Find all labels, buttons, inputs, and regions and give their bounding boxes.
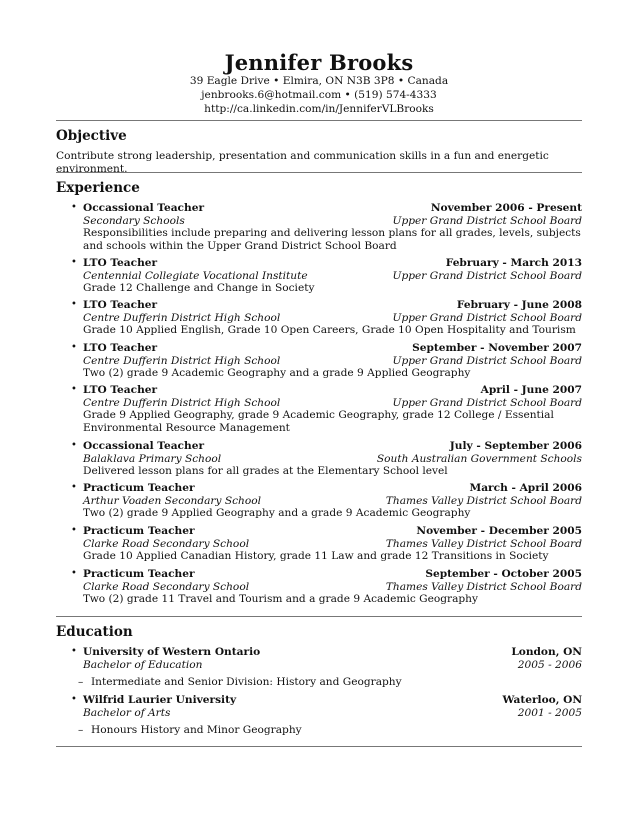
experience-item bbox=[71, 299, 582, 337]
education-detail bbox=[78, 724, 302, 737]
experience-heading: Experience bbox=[56, 180, 140, 196]
job-description: Delivered lesson plans for all grades at the Elementary School level bbox=[83, 465, 448, 477]
job-dates: April - June 2007 bbox=[480, 384, 582, 396]
job-dates: March - April 2006 bbox=[469, 482, 582, 494]
job-dates: November 2006 - Present bbox=[430, 202, 582, 214]
job-board: Thames Valley District School Board bbox=[385, 537, 582, 550]
school-location: London, ON bbox=[511, 646, 582, 658]
job-organization: Clarke Road Secondary School bbox=[83, 580, 250, 593]
bullet-icon: • bbox=[71, 440, 77, 451]
job-organization: Secondary Schools bbox=[83, 214, 185, 227]
bullet-icon: • bbox=[71, 299, 77, 310]
job-description: Grade 10 Applied English, Grade 10 Open Careers, Grade 10 Open Hospitality and Tourism bbox=[83, 324, 576, 336]
job-organization: Arthur Voaden Secondary School bbox=[83, 494, 261, 507]
degree-name: Bachelor of Arts bbox=[83, 706, 171, 719]
job-role: LTO Teacher bbox=[83, 257, 158, 269]
experience-item bbox=[71, 482, 582, 520]
experience-item bbox=[71, 342, 582, 380]
candidate-name: Jennifer Brooks bbox=[224, 50, 414, 75]
job-organization: Centre Dufferin District High School bbox=[83, 311, 281, 324]
resume-header bbox=[0, 51, 638, 116]
experience-item bbox=[71, 384, 582, 434]
bullet-icon: • bbox=[71, 202, 77, 213]
job-role: Practicum Teacher bbox=[83, 525, 195, 537]
objective-text: Contribute strong leadership, presentation and communication skills in a fun and energetic environment. bbox=[56, 150, 549, 175]
job-dates: September - November 2007 bbox=[412, 342, 582, 354]
job-description: Responsibilities include preparing and delivering lesson plans for all grades, levels, subjects and schools within the Upper Grand District School Board bbox=[83, 227, 581, 252]
education-heading: Education bbox=[56, 624, 133, 640]
job-board: Upper Grand District School Board bbox=[392, 311, 582, 324]
job-board: Upper Grand District School Board bbox=[392, 396, 582, 409]
linkedin-link[interactable]: http://ca.linkedin.com/in/JenniferVLBrooks bbox=[204, 102, 434, 115]
bullet-icon: • bbox=[71, 646, 77, 657]
job-board: Upper Grand District School Board bbox=[392, 269, 582, 282]
address-line: 39 Eagle Drive • Elmira, ON N3B 3P8 • Canada bbox=[189, 75, 449, 87]
job-description: Two (2) grade 9 Academic Geography and a grade 9 Applied Geography bbox=[83, 367, 471, 379]
education-detail-text: Intermediate and Senior Division: History and Geography bbox=[91, 676, 402, 688]
job-role: LTO Teacher bbox=[83, 342, 158, 354]
job-organization: Clarke Road Secondary School bbox=[83, 537, 250, 550]
bullet-icon: • bbox=[71, 384, 77, 395]
job-board: Upper Grand District School Board bbox=[392, 214, 582, 227]
section-divider bbox=[56, 172, 582, 173]
job-role: LTO Teacher bbox=[83, 384, 158, 396]
job-dates: November - December 2005 bbox=[416, 525, 582, 537]
experience-item bbox=[71, 440, 582, 478]
job-board: Thames Valley District School Board bbox=[385, 580, 582, 593]
school-name: University of Western Ontario bbox=[83, 646, 261, 658]
job-role: Occassional Teacher bbox=[83, 440, 205, 452]
education-detail-text: Honours History and Minor Geography bbox=[91, 724, 302, 736]
section-divider bbox=[56, 746, 582, 747]
education-item bbox=[71, 646, 582, 671]
job-description: Grade 9 Applied Geography, grade 9 Academic Geography, grade 12 College / Essential Environmental Resource Management bbox=[83, 409, 554, 434]
job-organization: Centre Dufferin District High School bbox=[83, 396, 281, 409]
dash-icon: – bbox=[78, 724, 84, 736]
job-description: Grade 12 Challenge and Change in Society bbox=[83, 282, 315, 294]
objective-heading: Objective bbox=[56, 128, 127, 144]
job-board: Upper Grand District School Board bbox=[392, 354, 582, 367]
bullet-icon: • bbox=[71, 525, 77, 536]
dash-icon: – bbox=[78, 676, 84, 688]
experience-item bbox=[71, 568, 582, 606]
experience-item bbox=[71, 525, 582, 563]
experience-item bbox=[71, 202, 582, 252]
bullet-icon: • bbox=[71, 257, 77, 268]
contact-line: jenbrooks.6@hotmail.com • (519) 574-4333 bbox=[201, 88, 437, 101]
degree-years: 2005 - 2006 bbox=[517, 658, 582, 671]
degree-years: 2001 - 2005 bbox=[517, 706, 582, 719]
bullet-icon: • bbox=[71, 482, 77, 493]
job-organization: Centennial Collegiate Vocational Institute bbox=[83, 269, 308, 282]
job-role: Practicum Teacher bbox=[83, 568, 195, 580]
job-role: Practicum Teacher bbox=[83, 482, 195, 494]
job-board: Thames Valley District School Board bbox=[385, 494, 582, 507]
degree-name: Bachelor of Education bbox=[83, 658, 203, 671]
job-dates: February - June 2008 bbox=[456, 299, 582, 311]
job-organization: Centre Dufferin District High School bbox=[83, 354, 281, 367]
education-detail bbox=[78, 676, 402, 689]
job-dates: February - March 2013 bbox=[445, 257, 582, 269]
job-role: LTO Teacher bbox=[83, 299, 158, 311]
job-role: Occassional Teacher bbox=[83, 202, 205, 214]
bullet-icon: • bbox=[71, 568, 77, 579]
job-description: Grade 10 Applied Canadian History, grade 11 Law and grade 12 Transitions in Society bbox=[83, 550, 549, 562]
job-dates: July - September 2006 bbox=[449, 440, 582, 452]
school-name: Wilfrid Laurier University bbox=[83, 694, 237, 706]
job-organization: Balaklava Primary School bbox=[83, 452, 222, 465]
section-divider bbox=[56, 616, 582, 617]
bullet-icon: • bbox=[71, 342, 77, 353]
job-description: Two (2) grade 9 Applied Geography and a grade 9 Academic Geography bbox=[83, 507, 471, 519]
job-board: South Australian Government Schools bbox=[376, 452, 582, 465]
experience-item bbox=[71, 257, 582, 295]
education-item bbox=[71, 694, 582, 719]
bullet-icon: • bbox=[71, 694, 77, 705]
job-description: Two (2) grade 11 Travel and Tourism and a grade 9 Academic Geography bbox=[83, 593, 478, 605]
job-dates: September - October 2005 bbox=[425, 568, 582, 580]
section-divider bbox=[56, 120, 582, 121]
school-location: Waterloo, ON bbox=[502, 694, 582, 706]
